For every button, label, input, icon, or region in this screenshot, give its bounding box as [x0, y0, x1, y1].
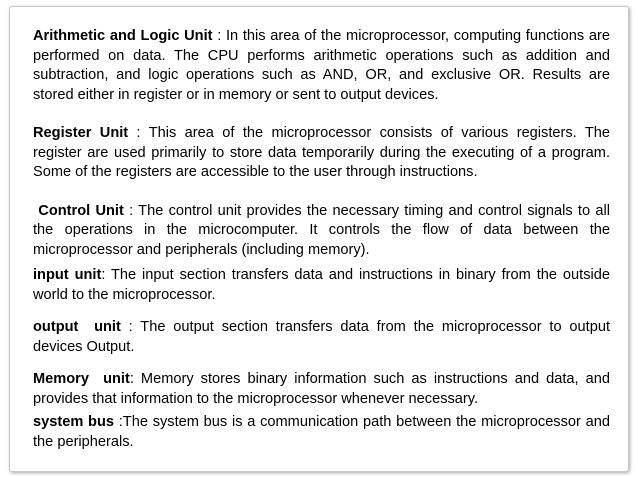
term-arithmetic-logic-unit: Arithmetic and Logic Unit [33, 28, 213, 44]
slide-content [33, 27, 610, 452]
term-memory-unit: Memory unit [33, 371, 130, 387]
description-system-bus: :The system bus is a communication path between the microprocessor and the peripherals. [33, 414, 610, 450]
paragraph-control-unit [33, 202, 610, 261]
paragraph-system-bus [33, 413, 610, 452]
description-output-unit: : The output section transfers data from the microprocessor to output devices Output. [33, 319, 610, 355]
description-memory-unit: : Memory stores binary information such as instructions and data, and provides that information to the microprocessor whenever necessary. [33, 371, 610, 407]
term-system-bus: system bus [33, 414, 114, 430]
term-register-unit: Register Unit [33, 125, 129, 141]
description-control-unit: : The control unit provides the necessary timing and control signals to all the operations in the microcomputer. It controls the flow of data between the microprocessor and peripherals (including memory). [33, 202, 610, 258]
paragraph-input-unit [33, 266, 610, 305]
term-input-unit: input unit [33, 267, 102, 283]
description-arithmetic-logic-unit: : In this area of the microprocessor, computing functions are performed on data. The CPU performs arithmetic operations such as addition and subtraction, and logic operations such as AND, OR, and exclusive OR. Results are stored either in register or in memory or sent to output devices. [33, 28, 610, 103]
paragraph-arithmetic-logic-unit [33, 27, 610, 105]
description-input-unit: : The input section transfers data and instructions in binary from the outside world to the microprocessor. [33, 267, 610, 303]
paragraph-output-unit [33, 318, 610, 357]
term-control-unit: Control Unit [38, 202, 124, 219]
paragraph-register-unit [33, 124, 610, 183]
term-output-unit: output unit [33, 319, 121, 335]
description-register-unit: : This area of the microprocessor consists of various registers. The register are used primarily to store data temporarily during the executing of a program. Some of the registers are accessible to the user through instructions. [33, 125, 610, 180]
paragraph-memory-unit [33, 370, 610, 409]
